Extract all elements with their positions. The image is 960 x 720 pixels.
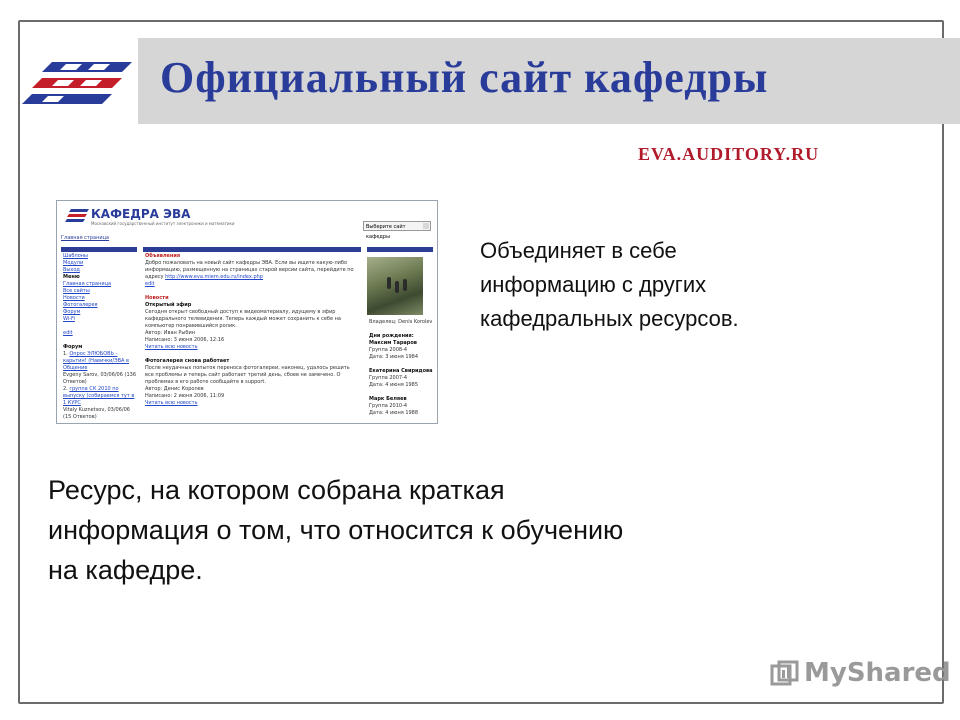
site-brand: КАФЕДРА ЭВА	[91, 207, 191, 221]
left-column-bar	[61, 247, 137, 252]
news-1-author: Автор: Иван Рыбин	[145, 330, 195, 336]
bottom-paragraph-line: на кафедре.	[48, 555, 203, 585]
announcement-edit[interactable]: edit	[145, 281, 155, 287]
announcements-title: Объявления	[145, 253, 181, 259]
bday-3-group: Группа 2010-4	[369, 403, 408, 409]
news-1-text: Сегодня открыт свободный доступ к видеоматериалу, идущему в эфир кафедрального телевидения. Теперь каждый может сохранить к себе на компьютер понравившийся ролик.	[145, 309, 341, 329]
dropdown-arrow-icon[interactable]	[423, 223, 429, 229]
news-2-title: Фотогалерея снова работает	[145, 358, 230, 364]
news-2-date: Написано: 2 июня 2006, 11:09	[145, 393, 225, 399]
bday-2-date: Дата: 4 июня 1985	[369, 382, 419, 388]
myshared-logo-icon	[770, 660, 800, 688]
bottom-paragraph-line: информация о том, что относится к обучению	[48, 515, 624, 545]
right-paragraph	[480, 234, 739, 336]
menu-home[interactable]: Главная страница	[63, 281, 112, 287]
center-column-bar	[143, 247, 361, 252]
news-1-read-more[interactable]: Читать всю новость	[145, 344, 198, 350]
birthdays-title: Дни рождения: Максим Тараров	[369, 333, 417, 346]
link-templates[interactable]: Шаблоны	[63, 253, 88, 259]
right-paragraph-line: кафедральных ресурсов.	[480, 306, 739, 331]
bday-1-date: Дата: 3 июня 1984	[369, 354, 419, 360]
site-select[interactable]	[363, 221, 431, 240]
menu-gallery[interactable]: Фотогалерея	[63, 302, 98, 308]
forum-topic-2[interactable]: группа СК 2010 по выпуску (собираемся тут в 1 КУРС	[63, 386, 135, 406]
site-logo-icon	[65, 207, 89, 225]
page-title: Официальный сайт кафедры	[160, 53, 769, 102]
photo-owner: Владелец: Denis Korolev	[369, 319, 433, 325]
bday-2-group: Группа 2007-4	[369, 375, 408, 381]
link-modules[interactable]: Модули	[63, 260, 84, 266]
right-column-bar	[367, 247, 433, 252]
site-select-value: Выберите сайт кафедры	[366, 224, 406, 240]
news-2-read-more[interactable]: Читать всю новость	[145, 400, 198, 406]
menu-title: Меню	[63, 274, 80, 280]
menu-wifi[interactable]: Wi-Fi	[63, 316, 75, 322]
website-screenshot	[56, 200, 438, 424]
bday-3-date: Дата: 4 июня 1988	[369, 410, 419, 416]
menu-news[interactable]: Новости	[63, 295, 85, 301]
myshared-label: MyShared	[804, 658, 951, 688]
forum-topic-2-meta: Vitaly Kuznetsov, 03/06/06 (15 Ответов)	[63, 407, 130, 420]
bday-1-group: Группа 2008-4	[369, 347, 408, 353]
left-column: Шаблоны Модули Выход Меню Главная страница Все сайты Новости Фотогалерея Форум Wi-Fi edit Форум 1. Опрос ЭЛЮБОВЬ - карьтин! (Навички/ЭВА в Общение Evgeny Sarov, 03/06/06 (136 Ответов) 2. группа СК 2010 по выпуску (собираемся тут в 1 КУРС Vitaly Kuznetsov, 03/06/06 (15 Ответов)	[63, 253, 137, 420]
site-subtitle: Московский государственный институт электроники и математики	[91, 221, 235, 226]
bottom-paragraph	[48, 470, 623, 590]
announcement-text: Добро пожаловать на новый сайт кафедры ЭВА. Если вы ищите какую-либо информацию, размещенную на страницах старой версии сайта, перейдите по адресу	[145, 260, 354, 280]
menu-all-sites[interactable]: Все сайты	[63, 288, 90, 294]
menu-forum[interactable]: Форум	[63, 309, 81, 315]
news-title: Новости	[145, 295, 169, 301]
right-paragraph-line: информацию с других	[480, 272, 707, 297]
gallery-photo[interactable]	[367, 257, 423, 315]
edit-link[interactable]: edit	[63, 330, 73, 336]
forum-topic-1-meta: Evgeny Sarov, 03/06/06 (136 Ответов)	[63, 372, 137, 385]
forum-title: Форум	[63, 344, 83, 350]
breadcrumb[interactable]: Главная страница	[61, 235, 110, 241]
forum-topic-1[interactable]: Опрос ЭЛЮБОВЬ - карьтин! (Навички/ЭВА в Общение	[63, 351, 129, 371]
news-1-date: Написано: 3 июня 2006, 12:16	[145, 337, 225, 343]
center-column	[145, 253, 359, 407]
announcement-link[interactable]: http://www.eva.miem.edu.ru/index.php	[165, 274, 263, 280]
right-paragraph-line: Объединяет в себе	[480, 238, 677, 263]
news-1-title: Открытый эфир	[145, 302, 192, 308]
bday-3-name: Марк Беляев	[369, 396, 407, 402]
bottom-paragraph-line: Ресурс, на котором собрана краткая	[48, 475, 505, 505]
site-domain: EVA.AUDITORY.RU	[638, 144, 820, 164]
logo-icon	[22, 52, 134, 112]
news-2-text: После неудачных попыток переноса фотогалереи, наконец, удалось решить все проблемы и теперь сайт работает третий день, сбоев не замечено. О проблемах в его работе сообщайте в support.	[145, 365, 350, 385]
news-2-author: Автор: Денис Королев	[145, 386, 204, 392]
right-column	[369, 319, 433, 417]
bday-2-name: Екатерина Свиридова	[369, 368, 433, 374]
link-logout[interactable]: Выход	[63, 267, 80, 273]
